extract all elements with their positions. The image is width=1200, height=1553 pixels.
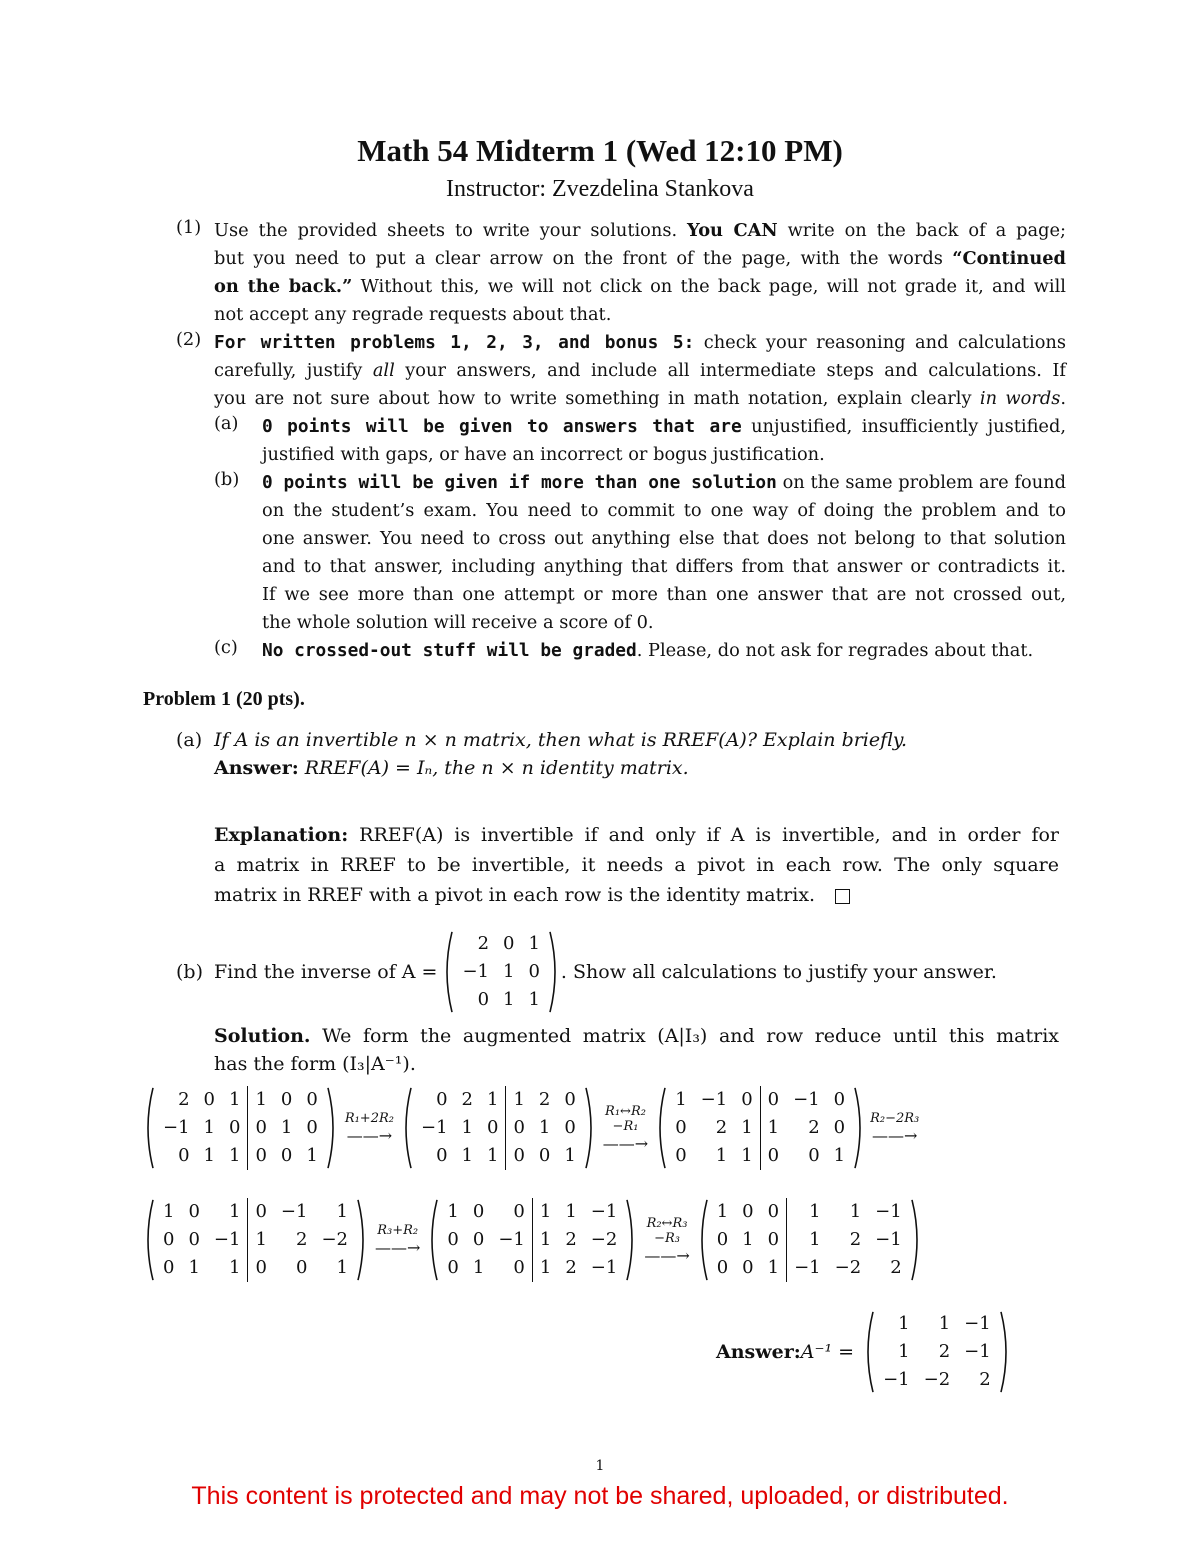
matrix-entry: −1 bbox=[163, 1117, 190, 1138]
matrix-entry: 1 bbox=[229, 1201, 241, 1222]
matrix-entry: 0 bbox=[767, 1229, 780, 1250]
matrix-entry: 0 bbox=[513, 1201, 525, 1222]
right-paren bbox=[998, 1310, 1012, 1394]
row-op-arrow-4: R₃+R₂ ——→ bbox=[375, 1223, 421, 1257]
matrix-entry: 1 bbox=[336, 1201, 348, 1222]
matrix-entry: 0 bbox=[447, 1257, 459, 1278]
matrix-entry: 0 bbox=[505, 1114, 531, 1142]
matrix-entry: −1 bbox=[590, 1257, 618, 1278]
qed-square-icon bbox=[835, 889, 850, 904]
matrix-entry: −1 bbox=[280, 1201, 308, 1222]
row-op-arrow-5: R₂↔R₃ −R₃ ——→ bbox=[644, 1215, 690, 1265]
matrix-entry: 0 bbox=[188, 1229, 200, 1250]
matrix-entry: 2 bbox=[715, 1117, 728, 1138]
matrix-entry: 0 bbox=[833, 1089, 846, 1110]
matrix-entry: −1 bbox=[213, 1229, 241, 1250]
protection-notice: This content is protected and may not be shared, uploaded, or distributed. bbox=[191, 1482, 1009, 1510]
matrix-entry: 1 bbox=[229, 1257, 241, 1278]
matrix-entry: 0 bbox=[675, 1117, 687, 1138]
right-paren bbox=[909, 1198, 923, 1282]
matrix-entry: 1 bbox=[229, 1089, 241, 1110]
matrix-entry: 1 bbox=[461, 1145, 473, 1166]
augmented-matrix-2 bbox=[400, 1086, 597, 1170]
matrix-entry: 1 bbox=[833, 1145, 846, 1166]
matrix-entry: −2 bbox=[923, 1369, 951, 1390]
matrix-entry: 1 bbox=[742, 1229, 754, 1250]
matrix-entry: 1 bbox=[786, 1198, 828, 1226]
question-b: (b) Find the inverse of A = 2 0 1 −1 1 0 0 1 1 . Show all calculations to justify your answer. bbox=[176, 930, 997, 1014]
matrix-entry: 2 bbox=[849, 1229, 862, 1250]
matrix-entry: 0 bbox=[247, 1198, 273, 1226]
rule-number: (1) bbox=[176, 217, 202, 238]
exam-rules bbox=[176, 217, 1066, 665]
right-paren bbox=[852, 1086, 866, 1170]
matrix-entry: −1 bbox=[793, 1089, 820, 1110]
matrix-entry: 0 bbox=[247, 1254, 273, 1282]
matrix-entry: 2 bbox=[461, 1089, 473, 1110]
augmented-matrix-5 bbox=[426, 1198, 638, 1282]
left-paren bbox=[142, 1086, 156, 1170]
matrix-entry: 0 bbox=[564, 1089, 576, 1110]
matrix-entry: −1 bbox=[964, 1341, 991, 1362]
left-paren bbox=[441, 930, 455, 1014]
rule-2a: (a) 0 points will be given to answers that are unjustified, insufficiently justified, justified with gaps, or have an incorrect or bogus justification. bbox=[214, 413, 1066, 465]
matrix-entry: 1 bbox=[306, 1145, 318, 1166]
matrix-entry: 1 bbox=[565, 1201, 577, 1222]
matrix-entry: 2 bbox=[296, 1229, 308, 1250]
matrix-entry: 0 bbox=[716, 1257, 729, 1278]
rule-1: (1) Use the provided sheets to write your solutions. You CAN write on the back of a page; but you need to put a clear arrow on the front of the page, with the words “Continued on the back.” Without this, we will not click on the back page, will not grade it, and will not accept any regrade requests about that. bbox=[176, 217, 1066, 329]
matrix-entry: 0 bbox=[477, 989, 490, 1010]
matrix-entry: 1 bbox=[486, 1145, 499, 1166]
matrix-entry: 2 bbox=[565, 1229, 577, 1250]
problem-heading: Problem 1 (20 pts). bbox=[143, 688, 305, 710]
matrix-entry: 1 bbox=[741, 1145, 753, 1166]
matrix-entry: 1 bbox=[229, 1145, 241, 1166]
matrix-entry: 1 bbox=[280, 1117, 293, 1138]
matrix-entry: 1 bbox=[486, 1089, 499, 1110]
matrix-A bbox=[441, 930, 560, 1014]
matrix-entry: 1 bbox=[532, 1226, 558, 1254]
row-reduction-line-2 bbox=[142, 1198, 923, 1282]
matrix-entry: 1 bbox=[247, 1226, 273, 1254]
matrix-A-inverse bbox=[862, 1310, 1012, 1394]
matrix-entry: 0 bbox=[767, 1201, 780, 1222]
augmented-matrix-4 bbox=[142, 1198, 369, 1282]
matrix-entry: −1 bbox=[700, 1089, 728, 1110]
matrix-entry: 0 bbox=[472, 1201, 485, 1222]
matrix-entry: 0 bbox=[808, 1145, 820, 1166]
matrix-entry: 1 bbox=[675, 1089, 687, 1110]
matrix-entry: 2 bbox=[477, 933, 490, 954]
left-paren bbox=[142, 1198, 156, 1282]
matrix-entry: 1 bbox=[532, 1198, 558, 1226]
matrix-entry: −1 bbox=[462, 961, 490, 982]
matrix-entry: 1 bbox=[336, 1257, 348, 1278]
matrix-entry: 1 bbox=[528, 933, 540, 954]
matrix-entry: 1 bbox=[538, 1117, 551, 1138]
matrix-entry: 0 bbox=[675, 1145, 687, 1166]
matrix-entry: −1 bbox=[590, 1201, 618, 1222]
matrix-entry: 1 bbox=[532, 1254, 558, 1282]
matrix-entry: 1 bbox=[203, 1145, 215, 1166]
left-paren bbox=[400, 1086, 414, 1170]
matrix-entry: 0 bbox=[538, 1145, 551, 1166]
matrix-entry: 0 bbox=[178, 1145, 190, 1166]
matrix-entry: 0 bbox=[760, 1086, 786, 1114]
row-op-arrow-2: R₁↔R₂ −R₁ ——→ bbox=[602, 1103, 649, 1153]
matrix-entry: 1 bbox=[898, 1313, 910, 1334]
matrix-entry: 0 bbox=[447, 1229, 459, 1250]
matrix-entry: 1 bbox=[505, 1086, 531, 1114]
matrix-entry: 0 bbox=[296, 1257, 308, 1278]
answer-a: Answer: RREF(A) = Iₙ, the n × n identity matrix. bbox=[214, 757, 689, 779]
matrix-entry: 0 bbox=[436, 1089, 448, 1110]
row-reduction-line-1 bbox=[142, 1086, 923, 1170]
matrix-entry: −1 bbox=[786, 1254, 828, 1282]
matrix-entry: 1 bbox=[760, 1114, 786, 1142]
matrix-entry: 1 bbox=[447, 1201, 459, 1222]
matrix-entry: 0 bbox=[229, 1117, 241, 1138]
matrix-entry: 1 bbox=[898, 1341, 910, 1362]
matrix-entry: 0 bbox=[742, 1257, 754, 1278]
matrix-entry: 2 bbox=[890, 1257, 902, 1278]
matrix-entry: 0 bbox=[716, 1229, 729, 1250]
matrix-entry: 0 bbox=[163, 1229, 175, 1250]
matrix-entry: 0 bbox=[760, 1142, 786, 1170]
augmented-matrix-3 bbox=[654, 1086, 866, 1170]
matrix-entry: 1 bbox=[503, 961, 515, 982]
right-paren bbox=[325, 1086, 339, 1170]
matrix-entry: −1 bbox=[420, 1117, 448, 1138]
row-op-arrow-1: R₁+2R₂ ——→ bbox=[344, 1111, 394, 1145]
matrix-entry: 2 bbox=[808, 1117, 820, 1138]
rule-2b: (b) 0 points will be given if more than one solution on the same problem are found on the student’s exam. You need to commit to one way of doing the problem and to one answer. You need to cross out anything else that does not belong to that solution and to that answer, including anything that differs from that answer or contradicts it. If we see more than one attempt or more than one answer that are not crossed out, the whole solution will receive a score of 0. bbox=[214, 469, 1066, 633]
final-answer: Answer: A⁻¹ = 1 1 −1 1 2 −1 −1 −2 2 bbox=[716, 1310, 1012, 1394]
matrix-entry: 1 bbox=[203, 1117, 215, 1138]
matrix-entry: 1 bbox=[938, 1313, 951, 1334]
matrix-entry: 0 bbox=[203, 1089, 215, 1110]
matrix-entry: 0 bbox=[247, 1142, 273, 1170]
matrix-entry: 1 bbox=[188, 1257, 200, 1278]
right-paren bbox=[355, 1198, 369, 1282]
matrix-entry: 1 bbox=[163, 1201, 175, 1222]
right-paren bbox=[583, 1086, 597, 1170]
matrix-entry: −1 bbox=[883, 1369, 910, 1390]
matrix-entry: 2 bbox=[565, 1257, 577, 1278]
matrix-entry: 0 bbox=[505, 1142, 531, 1170]
matrix-entry: 0 bbox=[486, 1117, 499, 1138]
matrix-entry: −2 bbox=[321, 1229, 348, 1250]
matrix-entry: 0 bbox=[280, 1089, 293, 1110]
matrix-entry: −1 bbox=[498, 1229, 525, 1250]
page-number: 1 bbox=[595, 1458, 605, 1474]
matrix-entry: 0 bbox=[280, 1145, 293, 1166]
matrix-entry: −2 bbox=[590, 1229, 618, 1250]
matrix-entry: −1 bbox=[875, 1201, 902, 1222]
rule-2c: (c) No crossed-out stuff will be graded. Please, do not ask for regrades about that. bbox=[214, 637, 1034, 661]
matrix-entry: 0 bbox=[247, 1114, 273, 1142]
matrix-entry: 1 bbox=[767, 1257, 780, 1278]
matrix-entry: 1 bbox=[715, 1145, 728, 1166]
matrix-entry: 2 bbox=[938, 1341, 951, 1362]
matrix-entry: 0 bbox=[741, 1089, 753, 1110]
matrix-entry: 1 bbox=[461, 1117, 473, 1138]
matrix-entry: 0 bbox=[833, 1117, 846, 1138]
page-title: Math 54 Midterm 1 (Wed 12:10 PM) bbox=[357, 133, 843, 168]
rule-2: (2) For written problems 1, 2, 3, and bonus 5: check your reasoning and calculations carefully, justify all your answers, and include all intermediate steps and calculations. If you are not sure about how to write something in math notation, explain clearly in words. (a) 0 points will be given to answers that are unjustified, insufficiently justified, justified with gaps, or have an incorrect or bogus justification. (b) 0 points will be given if more than one solution on the same problem are found on the student’s exam. You need to commit to one way of doing the problem and to one answer. You need to cross out anything else that does not belong to that solution and to that answer, including anything that differs from that answer or contradicts it. If we see more than one attempt or more than one answer that are not crossed out, the whole solution will receive a score of 0. (c) No crossed-out stuff will be graded. Please, do not ask for regrades about that. bbox=[176, 329, 1066, 665]
matrix-entry: 2 bbox=[538, 1089, 551, 1110]
matrix-entry: 1 bbox=[786, 1226, 828, 1254]
matrix-entry: −2 bbox=[834, 1257, 862, 1278]
left-paren bbox=[696, 1198, 710, 1282]
explanation-a: Explanation: RREF(A) is invertible if and only if A is invertible, and in order for a matrix in RREF to be invertible, it needs a pivot in each row. The only square matrix in RREF with a pivot in each row is the identity matrix. bbox=[214, 824, 1059, 906]
matrix-entry: −1 bbox=[964, 1313, 991, 1334]
left-paren bbox=[654, 1086, 668, 1170]
left-paren bbox=[862, 1310, 876, 1394]
left-paren bbox=[426, 1198, 440, 1282]
matrix-entry: 2 bbox=[979, 1369, 991, 1390]
solution-b: Solution. We form the augmented matrix (A|I₃) and row reduce until this matrix has the form (I₃|A⁻¹). bbox=[214, 1025, 1059, 1075]
matrix-entry: 0 bbox=[188, 1201, 200, 1222]
matrix-entry: −1 bbox=[875, 1229, 902, 1250]
matrix-entry: 1 bbox=[528, 989, 540, 1010]
row-op-arrow-3: R₂−2R₃ ——→ bbox=[870, 1111, 920, 1145]
matrix-entry: 0 bbox=[472, 1229, 485, 1250]
matrix-entry: 0 bbox=[742, 1201, 754, 1222]
matrix-entry: 0 bbox=[528, 961, 540, 982]
matrix-entry: 1 bbox=[716, 1201, 729, 1222]
right-paren bbox=[547, 930, 561, 1014]
matrix-entry: 1 bbox=[247, 1086, 273, 1114]
matrix-entry: 1 bbox=[472, 1257, 485, 1278]
instructor-line: Instructor: Zvezdelina Stankova bbox=[446, 176, 754, 202]
matrix-entry: 0 bbox=[306, 1117, 318, 1138]
matrix-entry: 0 bbox=[503, 933, 515, 954]
question-a: (a) If A is an invertible n × n matrix, then what is RREF(A)? Explain briefly. Answer: RREF(A) = Iₙ, the n × n identity matrix. bbox=[176, 726, 1056, 782]
matrix-entry: 1 bbox=[564, 1145, 576, 1166]
matrix-entry: 2 bbox=[178, 1089, 190, 1110]
augmented-matrix-1 bbox=[142, 1086, 339, 1170]
rule-number: (2) bbox=[176, 329, 202, 350]
matrix-entry: 0 bbox=[163, 1257, 175, 1278]
matrix-entry: 0 bbox=[564, 1117, 576, 1138]
augmented-matrix-6 bbox=[696, 1198, 923, 1282]
matrix-entry: 1 bbox=[503, 989, 515, 1010]
right-paren bbox=[624, 1198, 638, 1282]
matrix-entry: 1 bbox=[741, 1117, 753, 1138]
matrix-entry: 1 bbox=[849, 1201, 862, 1222]
matrix-entry: 0 bbox=[306, 1089, 318, 1110]
matrix-entry: 0 bbox=[513, 1257, 525, 1278]
matrix-entry: 0 bbox=[436, 1145, 448, 1166]
